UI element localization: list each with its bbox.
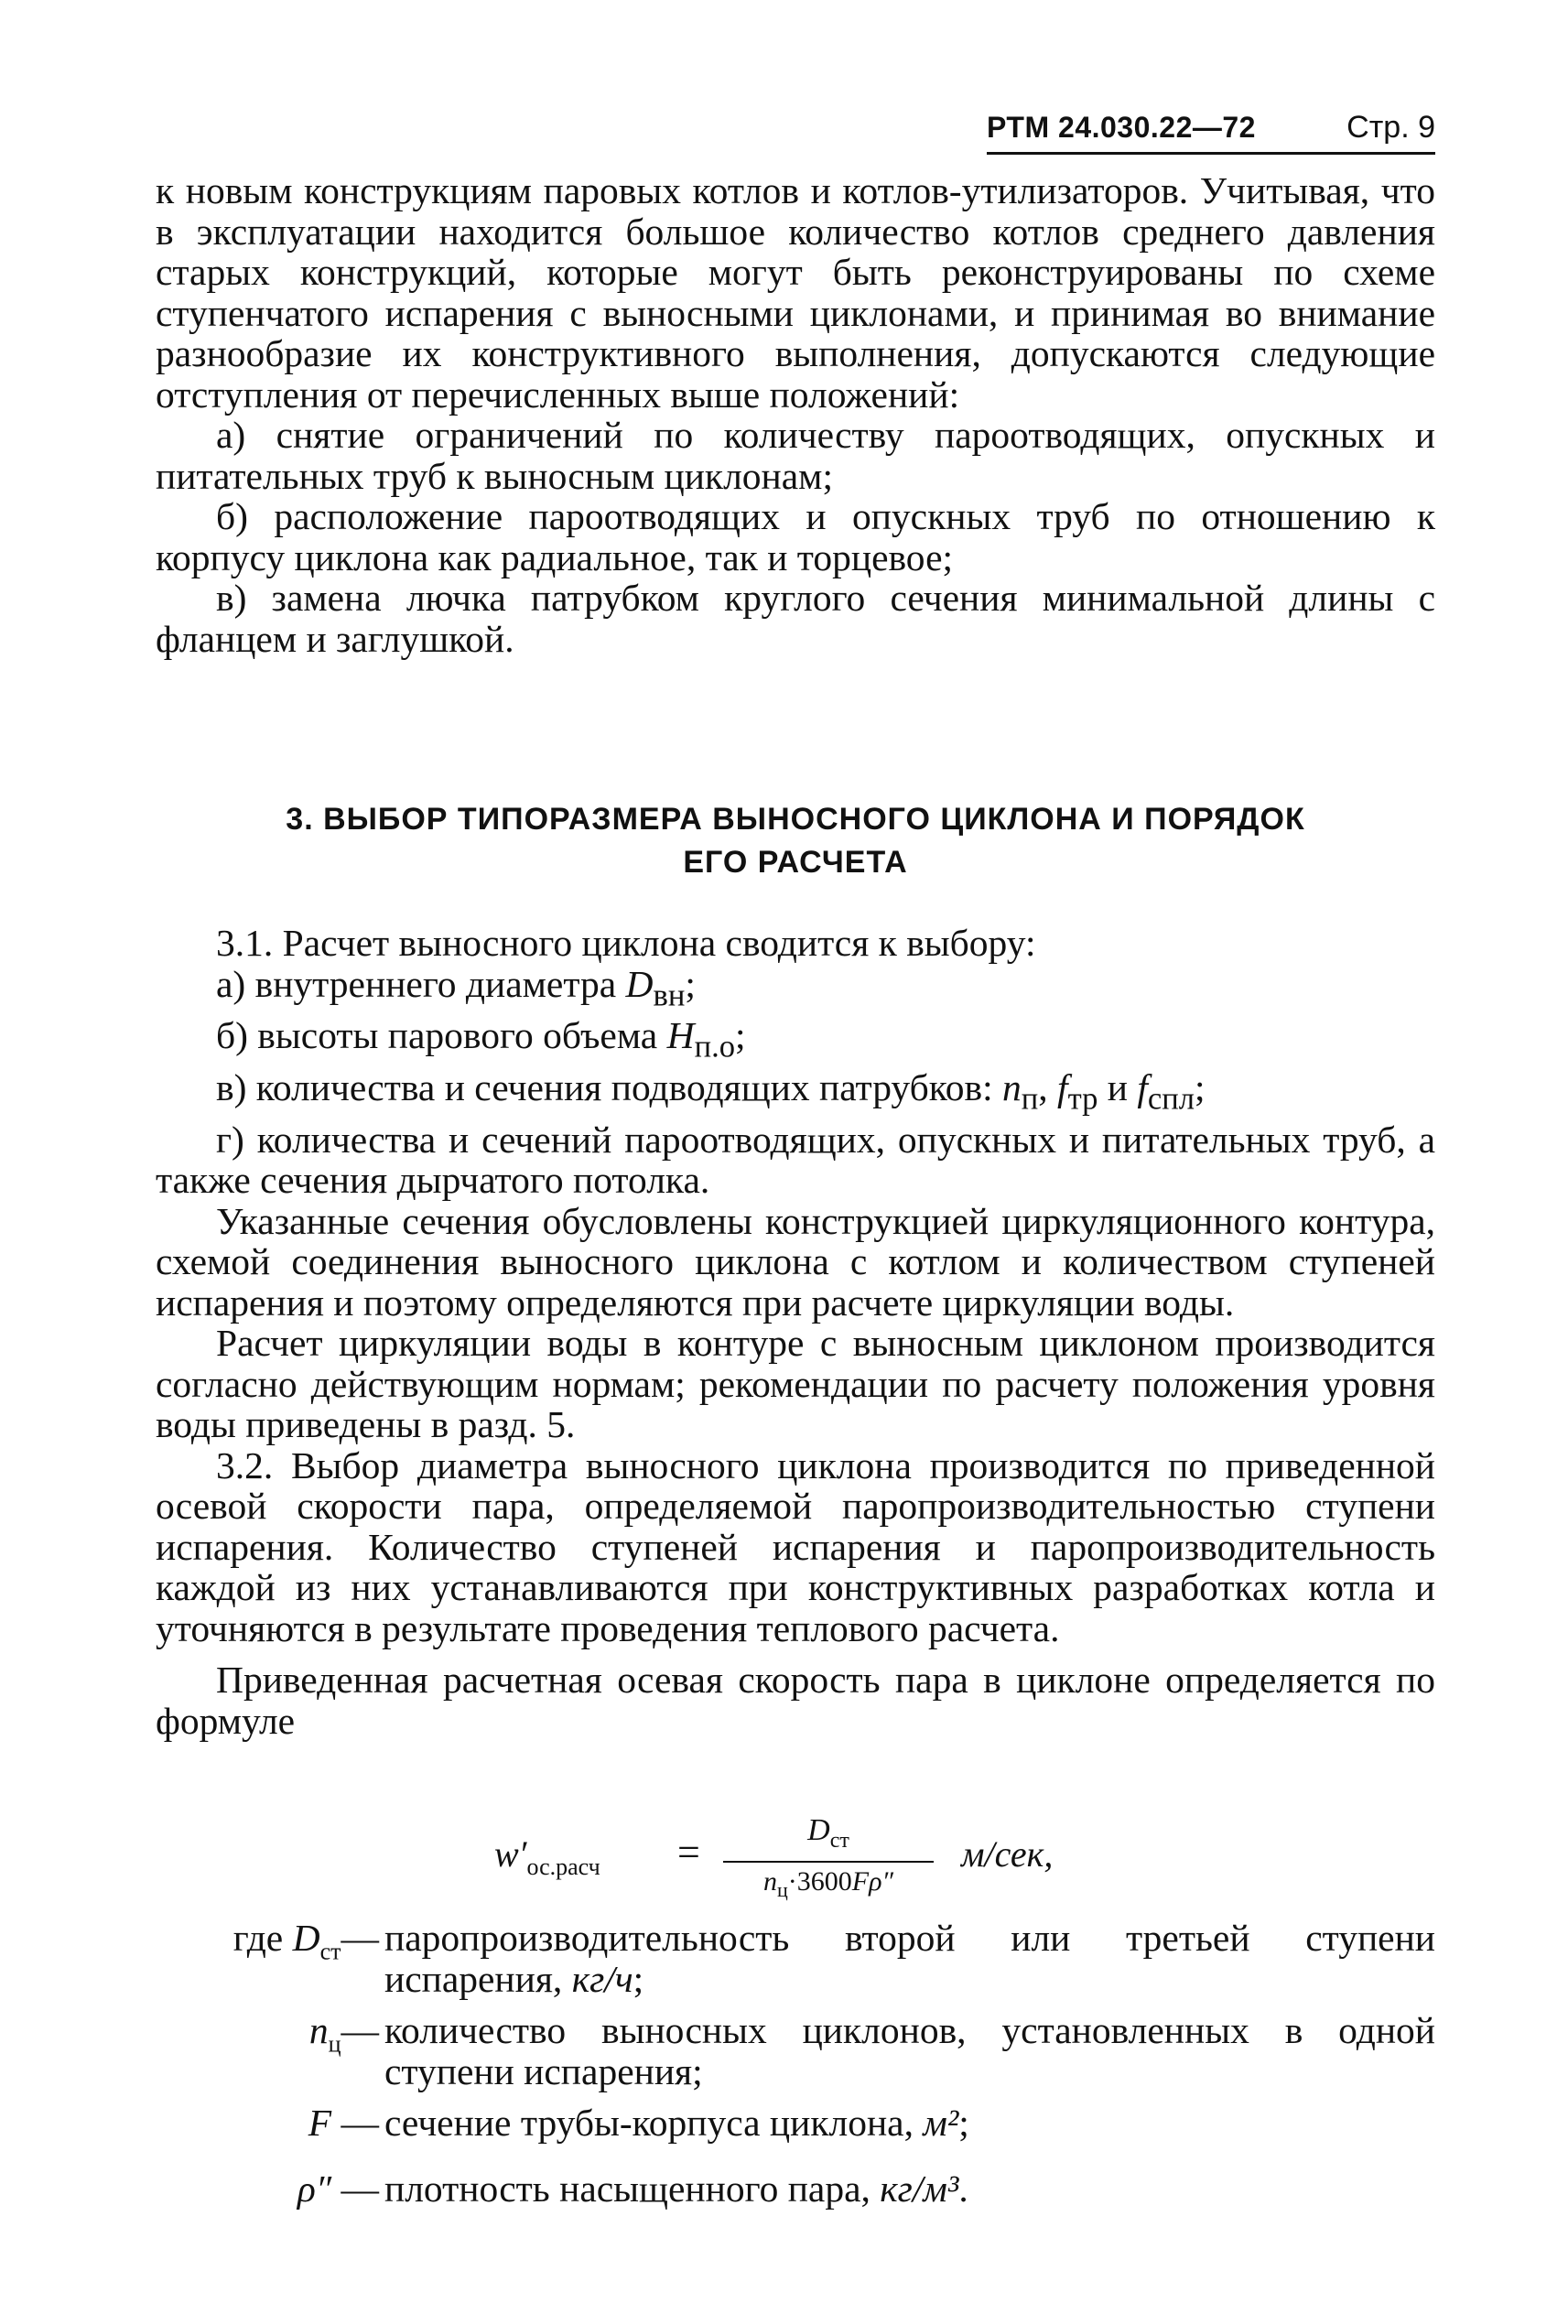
document-code: РТМ 24.030.22—72 — [987, 111, 1256, 144]
denominator-n: n — [762, 1865, 777, 1897]
symbol-n: n — [308, 2009, 329, 2051]
definition-text — [384, 2168, 1435, 2223]
definition-symbol — [156, 2102, 384, 2157]
sections-paragraph: Указанные сечения обусловлены конструкцией циркуляционного контура, схемой соединения выносного циклона с котлом и количеством ступеней испарения и поэтому определяются при расчете циркуляции воды. — [156, 1199, 1435, 1324]
intro-paragraph: к новым конструкциям паровых котлов и котлов-утилизаторов. Учитывая, что в эксплуатации находится большое количество котлов среднего давления старых конструкций, которые могут быть реконструированы по схеме ступенчатого испарения с выносными циклонами, и принимая во внимание разнообразие их конструктивного выполнения, допускаются следующие отступления от перечисленных выше положений: — [156, 169, 1435, 416]
denominator-f-rho: Fρ″ — [851, 1865, 893, 1897]
formula-equals: = — [677, 1830, 700, 1875]
clause-3-1-item-a — [156, 964, 1435, 1016]
intro-block — [156, 170, 1435, 659]
definition-row — [156, 1918, 1435, 1999]
section-heading — [156, 798, 1435, 884]
definition-desc: плотность насыщенного пара, — [384, 2167, 881, 2210]
formula-numerator — [723, 1812, 934, 1859]
item-b-symbol: H — [666, 1014, 695, 1057]
formula-lhs-subscript: ос.расч — [526, 1854, 600, 1880]
section-heading-line1: 3. ВЫБОР ТИПОРАЗМЕРА ВЫНОСНОГО ЦИКЛОНА И ПОРЯДОК — [286, 802, 1305, 837]
definitions-list — [156, 1918, 1435, 2223]
formula-lhs — [494, 1832, 600, 1881]
intro-item-a: а) снятие ограничений по количеству пароотводящих, опускных и питательных труб к выносным циклонам; — [156, 414, 1435, 497]
definition-desc: сечение трубы-корпуса циклона, — [384, 2102, 924, 2144]
item-c-sub-f2: спл — [1147, 1081, 1195, 1117]
item-b-text: б) высоты парового объема — [216, 1014, 667, 1057]
symbol-rho: ρ″ — [297, 2167, 332, 2210]
clause-3-1-item-d: г) количества и сечений пароотводящих, опускных и питательных труб, а также сечения дырчатого потолка. — [156, 1118, 1435, 1202]
definition-text — [384, 2102, 1435, 2157]
definition-symbol — [156, 2010, 384, 2092]
definition-row — [156, 2010, 1435, 2092]
intro-item-b: б) расположение пароотводящих и опускных труб по отношению к корпусу циклона как радиальное, так и торцевое; — [156, 495, 1435, 578]
formula-denominator — [723, 1865, 934, 1908]
intro-item-c: в) замена лючка патрубком круглого сечения минимальной длины с фланцем и заглушкой. — [156, 577, 1435, 660]
formula-lhs-symbol: w′ — [494, 1833, 527, 1875]
symbol-d-subscript: ст — [319, 1938, 341, 1965]
definition-dash: — — [341, 2009, 379, 2051]
item-c-sub-f: тр — [1067, 1081, 1098, 1117]
numerator-subscript: ст — [829, 1828, 849, 1853]
definition-dash: — — [331, 2102, 379, 2144]
definition-row — [156, 2102, 1435, 2157]
item-b-end: ; — [735, 1014, 746, 1057]
item-c-text: в) количества и сечения подводящих патрубков: — [216, 1066, 1003, 1109]
clause-3-2: 3.2. Выбор диаметра выносного циклона производится по приведенной осевой скорости пара, определяемой паропроизводительностью ступени испарения. Количество ступеней испарения и паропроизводительность каждой из них устанавливаются при конструктивных разработках котла и уточняются в результате проведения теплового расчета. — [156, 1443, 1435, 1649]
item-a-subscript: вн — [653, 977, 686, 1012]
definition-end: ; — [633, 1957, 644, 2000]
definition-unit: кг/ч — [571, 1957, 633, 2000]
symbol-d: D — [292, 1917, 320, 1959]
symbol-f: F — [308, 2102, 332, 2144]
fraction-bar — [723, 1861, 934, 1863]
definition-prefix: где — [232, 1917, 293, 1959]
item-c-and: и — [1098, 1066, 1138, 1109]
clause-3-1-item-b — [156, 1015, 1435, 1067]
definition-end: . — [958, 2167, 968, 2210]
definition-unit: м² — [923, 2102, 959, 2144]
page-number: Стр. 9 — [1346, 110, 1435, 145]
item-c-end: ; — [1195, 1066, 1206, 1109]
formula-unit: м/сек, — [961, 1833, 1054, 1875]
item-a-end: ; — [685, 962, 696, 1005]
definition-desc: количество выносных циклонов, установленных в одной ступени испарения; — [384, 2009, 1435, 2092]
denominator-constant: ·3600 — [787, 1865, 852, 1897]
formula-intro: Приведенная расчетная осевая скорость пара в циклоне определяется по формуле — [156, 1659, 1435, 1742]
clause-3-1-item-c: в) количества и сечения подводящих патрубков: $n_п$, $f_{тр}$ и $f_{спл}$; — [216, 1066, 1206, 1117]
page-header — [987, 110, 1435, 146]
denominator-n-subscript: ц — [776, 1877, 788, 1901]
section-heading-line2: ЕГО РАСЧЕТА — [683, 845, 908, 880]
item-a-text: а) внутреннего диаметра — [216, 962, 626, 1005]
item-c-sub-n: п — [1021, 1081, 1039, 1117]
circulation-paragraph: Расчет циркуляции воды в контуре с выносным циклоном производится согласно действующим нормам; рекомендации по расчету положения уровня воды приведены в разд. 5. — [156, 1322, 1435, 1446]
formula-fraction — [723, 1812, 934, 1908]
item-b-subscript: п.о — [694, 1029, 736, 1065]
symbol-n-subscript: ц — [328, 2030, 341, 2058]
definition-dash: — — [331, 2167, 379, 2210]
header-rule — [987, 152, 1435, 155]
definition-desc: паропроизводительность второй или третьей ступени испарения, — [384, 1917, 1435, 2000]
item-c-symbol-n: n — [1002, 1066, 1022, 1109]
definition-text — [384, 2010, 1435, 2092]
item-a-symbol: D — [625, 962, 654, 1005]
definition-symbol — [156, 2168, 384, 2223]
clause-3-1: 3.1. Расчет выносного циклона сводится к выбору: — [216, 922, 1036, 964]
definition-text — [384, 1918, 1435, 1999]
definition-symbol — [156, 1918, 384, 1999]
section-body — [156, 923, 1435, 1741]
definition-dash: — — [341, 1917, 379, 1959]
definition-end: ; — [958, 2102, 969, 2144]
definition-row — [156, 2168, 1435, 2223]
item-c-symbol-f2: f — [1137, 1066, 1148, 1109]
definition-unit: кг/м³ — [880, 2167, 959, 2210]
velocity-formula — [494, 1812, 1135, 1904]
item-c-symbol-f: f — [1057, 1066, 1068, 1109]
numerator-symbol: D — [807, 1813, 830, 1847]
